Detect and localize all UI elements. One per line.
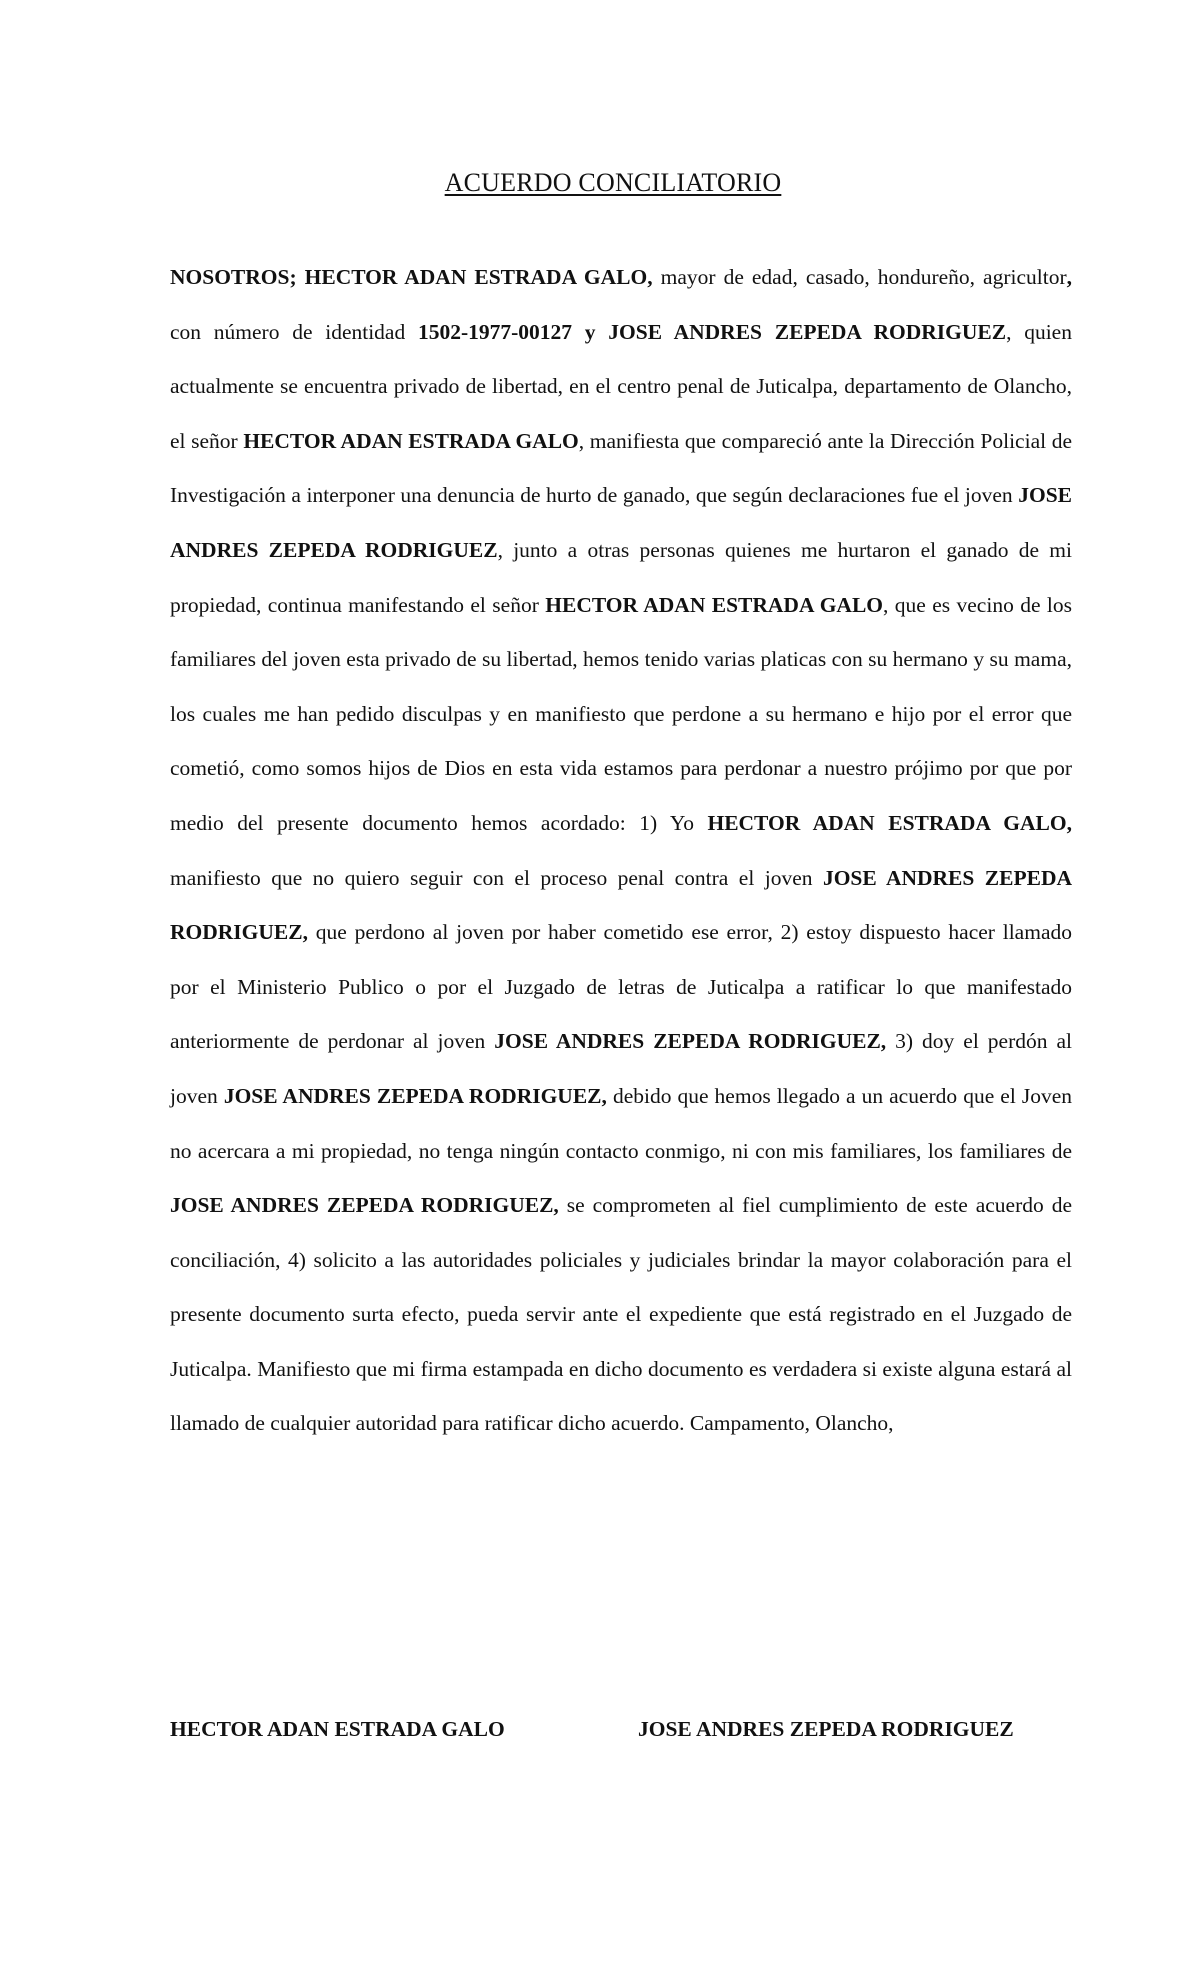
body-bold-segment: HECTOR ADAN ESTRADA GALO — [545, 592, 884, 617]
signature-name-left: HECTOR ADAN ESTRADA GALO — [170, 1717, 505, 1741]
body-text-segment: , junto a otras personas quienes me hurtaron el ganado de mi propiedad, continua manifestando el señor — [170, 537, 1072, 617]
body-text-segment: se comprometen al fiel cumplimiento de este acuerdo de conciliación, 4) solicito a las autoridades policiales y judiciales brindar la mayor colaboración para el presente documento surta efecto, pueda servir ante el expediente que está registrado en el Juzgado de Juticalpa. Manifiesto que mi firma estampada en dicho documento es verdadera si existe alguna estará al llamado de cualquier autoridad para ratificar dicho acuerdo. Campamento, Olancho, — [170, 1193, 1072, 1436]
body-bold-segment: JOSE ANDRES ZEPEDA RODRIGUEZ, — [494, 1029, 887, 1054]
body-bold-segment: NOSOTROS; HECTOR ADAN ESTRADA GALO, — [170, 265, 653, 289]
body-text-segment: manifiesto que no quiero seguir con el proceso penal contra el joven — [170, 865, 823, 890]
body-bold-segment: HECTOR ADAN ESTRADA GALO, — [707, 810, 1072, 835]
body-text-segment: con número de identidad — [170, 319, 418, 344]
body-text-segment: 3) doy el perdón al joven — [170, 1029, 1072, 1108]
body-bold-segment: HECTOR ADAN ESTRADA GALO — [243, 428, 579, 453]
body-text-segment: mayor de edad, casado, hondureño, agricultor — [652, 265, 1067, 289]
body-bold-segment: JOSE ANDRES ZEPEDA RODRIGUEZ, — [170, 865, 1072, 945]
body-bold-segment: JOSE ANDRES ZEPEDA RODRIGUEZ, — [170, 1193, 559, 1218]
document-title: ACUERDO CONCILIATORIO — [444, 168, 782, 197]
body-text-segment: que perdono al joven por haber cometido ese error, 2) estoy dispuesto hacer llamado por el Ministerio Publico o por el Juzgado de letras de Juticalpa a ratificar lo que manifestado anteriormente de perdonar al joven — [170, 920, 1072, 1054]
body-bold-segment: , — [1066, 265, 1072, 289]
body-bold-segment: JOSE ANDRES ZEPEDA RODRIGUEZ, — [223, 1083, 607, 1108]
body-bold-segment: JOSE ANDRES ZEPEDA RODRIGUEZ — [170, 483, 1072, 562]
body-text-segment: debido que hemos llegado a un acuerdo que el Joven no acercara a mi propiedad, no tenga ningún contacto conmigo, ni con mis familiares, los familiares de — [170, 1083, 1072, 1163]
body-text-segment: , quien actualmente se encuentra privado de libertad, en el centro penal de Juticalpa, departamento de Olancho, el señor — [170, 319, 1072, 453]
body-text-segment: , que es vecino de los familiares del joven esta privado de su libertad, hemos tenido varias platicas con su hermano y su mama, los cuales me han pedido disculpas y en manifiesto que perdone a su hermano e hijo por el error que cometió, como somos hijos de Dios en esta vida estamos para perdonar a nuestro prójimo por que por medio del presente documento hemos acordado: 1) Yo — [170, 592, 1072, 835]
body-bold-segment: 1502-1977-00127 y JOSE ANDRES ZEPEDA RODRIGUEZ — [417, 319, 1007, 344]
body-text-segment: , manifiesta que compareció ante la Dirección Policial de Investigación a interponer una denuncia de hurto de ganado, que según declaraciones fue el joven — [170, 428, 1072, 508]
agreement-body — [170, 250, 1072, 1451]
signature-name-right: JOSE ANDRES ZEPEDA RODRIGUEZ — [638, 1717, 1014, 1741]
